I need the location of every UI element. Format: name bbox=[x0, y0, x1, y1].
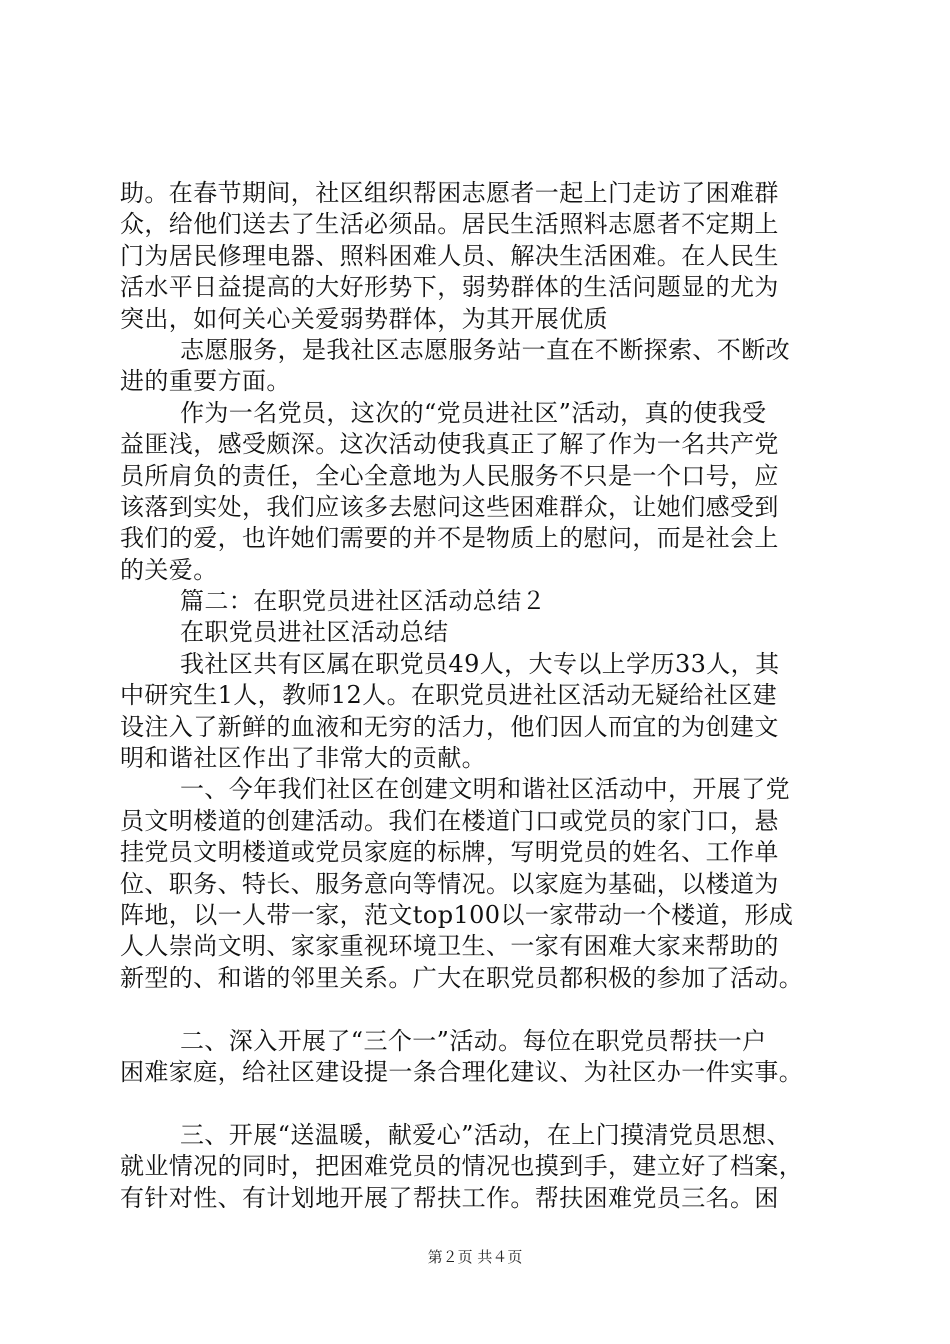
text-line: 阵地，以一人带一家，范文top100以一家带动一个楼道，形成 bbox=[120, 900, 794, 929]
text-line: 一、今年我们社区在创建文明和谐社区活动中，开展了党 bbox=[180, 775, 790, 804]
document-body bbox=[120, 178, 840, 1214]
text-line: 困难家庭，给社区建设提一条合理化建议、为社区办一件实事。 bbox=[120, 1057, 804, 1086]
text-line: 新型的、和谐的邻里关系。广大在职党员都积极的参加了活动。 bbox=[120, 963, 804, 992]
text-line: 中研究生1人，教师12人。在职党员进社区活动无疑给社区建 bbox=[120, 681, 778, 710]
text-line: 进的重要方面。 bbox=[120, 367, 291, 396]
section-subtitle: 在职党员进社区活动总结 bbox=[180, 618, 449, 647]
text-line: 员文明楼道的创建活动。我们在楼道门口或党员的家门口，悬 bbox=[120, 806, 779, 835]
text-line: 的关爱。 bbox=[120, 555, 218, 584]
page-number-footer: 第２页 共４页 bbox=[427, 1248, 523, 1266]
text-line: 志愿服务，是我社区志愿服务站一直在不断探索、不断改 bbox=[180, 335, 790, 364]
text-line: 二、深入开展了“三个一”活动。每位在职党员帮扶一户 bbox=[180, 1026, 767, 1055]
text-line: 人人崇尚文明、家家重视环境卫生、一家有困难大家来帮助的 bbox=[120, 932, 779, 961]
text-line: 明和谐社区作出了非常大的贡献。 bbox=[120, 744, 486, 773]
text-line: 助。在春节期间，社区组织帮困志愿者一起上门走访了困难群 bbox=[120, 179, 779, 207]
text-line: 该落到实处，我们应该多去慰问这些困难群众，让她们感受到 bbox=[120, 492, 779, 521]
text-line: 益匪浅，感受颇深。这次活动使我真正了解了作为一名共产党 bbox=[120, 430, 779, 459]
text-line: 设注入了新鲜的血液和无穷的活力，他们因人而宜的为创建文 bbox=[120, 712, 779, 741]
text-line: 挂党员文明楼道或党员家庭的标牌，写明党员的姓名、工作单 bbox=[120, 838, 779, 867]
text-line: 活水平日益提高的大好形势下，弱势群体的生活问题显的尤为 bbox=[120, 273, 779, 302]
paragraph-gap bbox=[120, 994, 840, 1025]
paragraph-gap bbox=[120, 1088, 840, 1119]
text-line: 作为一名党员，这次的“党员进社区”活动，真的使我受 bbox=[180, 398, 767, 427]
text-line: 就业情况的同时，把困难党员的情况也摸到手，建立好了档案， bbox=[120, 1152, 804, 1181]
text-line: 突出，如何关心关爱弱势群体，为其开展优质 bbox=[120, 304, 608, 333]
text-line: 我社区共有区属在职党员49人，大专以上学历33人，其 bbox=[180, 649, 780, 678]
section-heading: 篇二：在职党员进社区活动总结２ bbox=[180, 587, 546, 616]
text-line: 我们的爱，也许她们需要的并不是物质上的慰问，而是社会上 bbox=[120, 524, 779, 553]
text-line: 位、职务、特长、服务意向等情况。以家庭为基础，以楼道为 bbox=[120, 869, 779, 898]
text-line: 众，给他们送去了生活必须品。居民生活照料志愿者不定期上 bbox=[120, 210, 779, 239]
text-line: 有针对性、有计划地开展了帮扶工作。帮扶困难党员三名。困 bbox=[120, 1183, 779, 1212]
text-line: 员所肩负的责任，全心全意地为人民服务不只是一个口号，应 bbox=[120, 461, 779, 490]
text-line: 门为居民修理电器、照料困难人员、解决生活困难。在人民生 bbox=[120, 241, 779, 270]
text-line: 三、开展“送温暖，献爱心”活动，在上门摸清党员思想、 bbox=[180, 1120, 791, 1149]
